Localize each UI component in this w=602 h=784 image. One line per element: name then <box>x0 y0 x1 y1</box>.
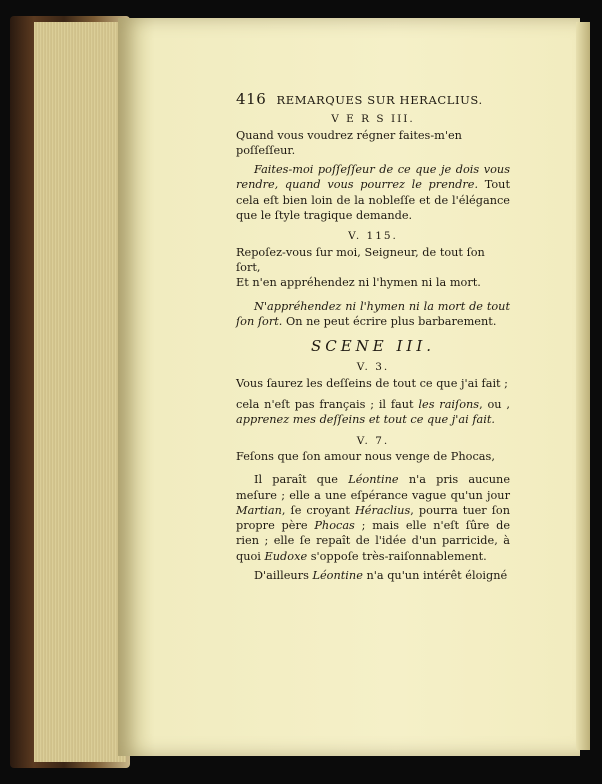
verse-heading: V. 7. <box>356 434 390 447</box>
commentary-text: n'a pris aucune meſure ; elle a une eſpérance vague qu'un jour <box>236 473 510 502</box>
commentary-text: n'a qu'un intérêt éloigné <box>362 569 508 583</box>
running-head <box>236 92 510 108</box>
page-edges <box>34 22 126 762</box>
commentary-paragraph <box>236 397 510 428</box>
italic-name: Léontine <box>312 569 363 583</box>
commentary-paragraph <box>236 472 510 564</box>
page-number: 416 <box>236 90 267 108</box>
commentary-paragraph <box>236 162 510 223</box>
verse-heading: V. 115. <box>348 230 398 243</box>
running-title: REMARQUES SUR HERACLIUS. <box>276 93 483 107</box>
verse-line: Repoſez-vous ſur moi, Seigneur, de tout ſon ſort, <box>236 245 485 274</box>
italic-quote: apprenez mes deſſeins et tout ce que j'ai fait. <box>236 413 495 427</box>
commentary-text: D'ailleurs <box>254 569 313 583</box>
verse-line: Feſons que ſon amour nous venge de Phocas, <box>236 449 495 463</box>
italic-name: Héraclius <box>354 503 411 517</box>
commentary-text: , pourra tuer ſon propre père <box>236 503 510 533</box>
commentary-text: On ne peut écrire plus barbarement. <box>282 314 497 328</box>
italic-name: Eudoxe <box>264 549 308 563</box>
commentary-text: cela n'eſt pas français ; il faut <box>236 398 419 412</box>
commentary-text: , ou , <box>479 398 510 412</box>
verse-heading: V. 3. <box>356 361 390 374</box>
verse-heading: V E R S III. <box>331 113 415 126</box>
italic-quote: Faites-moi poſſeſſeur de ce que je dois vous rendre, quand vous pourrez le prendre. <box>236 163 510 192</box>
commentary-text: ; mais elle n'eſt ſûre de rien ; elle ſe repaît de l'idée d'un parricide, à quoi <box>236 519 511 563</box>
commentary-text: Tout cela eſt bien loin de la nobleſſe et de l'élégance que le ſtyle tragique demande. <box>236 178 511 223</box>
verse-line: Quand vous voudrez régner faites-m'en poſſeſſeur. <box>236 128 462 157</box>
italic-quote: les raiſons <box>418 398 480 412</box>
verse-line: Et n'en appréhendez ni l'hymen ni la mort. <box>236 276 481 290</box>
italic-name: Phocas <box>314 519 355 533</box>
commentary-text: Il paraît que <box>254 473 349 487</box>
commentary-text: , ſe croyant <box>281 503 355 517</box>
commentary-paragraph <box>236 299 510 330</box>
verse-line: Vous ſaurez les deſſeins de tout ce que j'ai fait ; <box>236 376 508 390</box>
italic-name: Martian <box>236 503 282 517</box>
commentary-text: s'oppoſe très-raiſonnablement. <box>307 549 487 563</box>
commentary-paragraph <box>236 568 510 583</box>
right-page-edge <box>576 22 590 750</box>
page-text <box>236 92 510 583</box>
italic-quote: N'appréhendez ni l'hymen ni la mort de tout ſon ſort. <box>236 299 510 328</box>
scene-heading: SCENE III. <box>310 337 436 356</box>
italic-name: Léontine <box>348 473 399 487</box>
